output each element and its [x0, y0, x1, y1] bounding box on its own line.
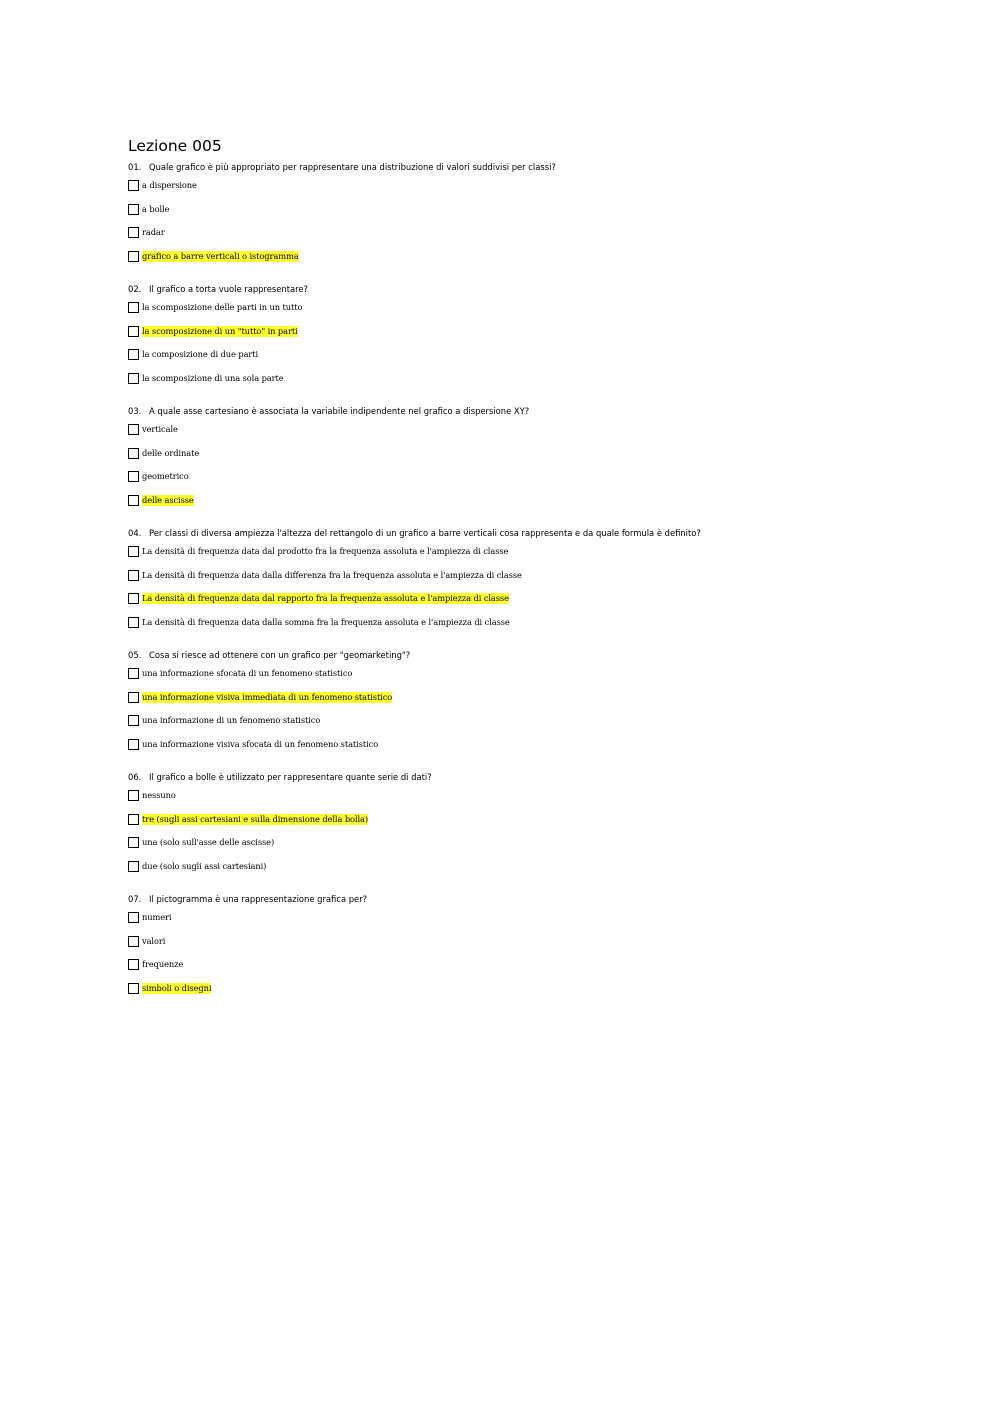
answer-option[interactable] — [128, 784, 888, 808]
answer-text: La densità di frequenza data dal prodotto fra la frequenza assoluta e l'ampiezza di classe — [142, 546, 509, 557]
answer-text: a bolle — [142, 203, 170, 214]
answer-option[interactable] — [128, 733, 888, 757]
question-block — [128, 649, 888, 756]
answer-checkbox[interactable] — [128, 471, 139, 482]
answer-option[interactable] — [128, 343, 888, 367]
answer-text: frequenze — [142, 959, 184, 970]
answer-option[interactable] — [128, 198, 888, 222]
question-label: A quale asse cartesiano è associata la variabile indipendente nel grafico a dispersione XY? — [149, 406, 530, 416]
answer-checkbox[interactable] — [128, 936, 139, 947]
question-number: 06. — [128, 772, 142, 782]
question-number: 02. — [128, 284, 142, 294]
question-number: 01. — [128, 162, 142, 172]
answer-checkbox[interactable] — [128, 251, 139, 262]
answer-checkbox[interactable] — [128, 692, 139, 703]
question-block — [128, 283, 888, 390]
answer-option[interactable] — [128, 930, 888, 954]
answer-checkbox[interactable] — [128, 349, 139, 360]
question-text — [128, 161, 888, 173]
question-number: 05. — [128, 650, 142, 660]
answer-text: delle ordinate — [142, 447, 200, 458]
answer-text: radar — [142, 227, 165, 238]
answer-option[interactable] — [128, 540, 888, 564]
question-label: Quale grafico è più appropriato per rappresentare una distribuzione di valori suddivisi per classi? — [149, 162, 556, 172]
answer-option[interactable] — [128, 709, 888, 733]
answer-text-highlighted: una informazione visiva immediata di un fenomeno statistico — [142, 691, 393, 702]
question-label: Per classi di diversa ampiezza l'altezza del rettangolo di un grafico a barre verticali cosa rappresenta e da quale formula è definito? — [149, 528, 701, 538]
answer-option[interactable] — [128, 587, 888, 611]
answer-text: la scomposizione di una sola parte — [142, 372, 284, 383]
answer-text: La densità di frequenza data dalla somma fra la frequenza assoluta e l'ampiezza di classe — [142, 616, 510, 627]
question-text — [128, 405, 888, 417]
answer-option[interactable] — [128, 245, 888, 269]
answer-checkbox[interactable] — [128, 570, 139, 581]
question-list — [128, 161, 888, 1000]
answer-option[interactable] — [128, 906, 888, 930]
answer-option[interactable] — [128, 489, 888, 513]
answer-text: una informazione di un fenomeno statistico — [142, 715, 321, 726]
answer-option[interactable] — [128, 808, 888, 832]
answer-option[interactable] — [128, 418, 888, 442]
question-block — [128, 771, 888, 878]
answer-checkbox[interactable] — [128, 424, 139, 435]
answer-option[interactable] — [128, 831, 888, 855]
answer-option[interactable] — [128, 662, 888, 686]
answer-option[interactable] — [128, 442, 888, 466]
answer-option[interactable] — [128, 296, 888, 320]
answer-checkbox[interactable] — [128, 861, 139, 872]
answer-option[interactable] — [128, 320, 888, 344]
answer-text-highlighted: la scomposizione di un "tutto" in parti — [142, 325, 298, 336]
answer-text-highlighted: grafico a barre verticali o istogramma — [142, 250, 299, 261]
question-label: Il grafico a torta vuole rappresentare? — [149, 284, 308, 294]
question-block — [128, 893, 888, 1000]
answer-checkbox[interactable] — [128, 593, 139, 604]
answer-text-highlighted: delle ascisse — [142, 494, 194, 505]
answer-text: una informazione sfocata di un fenomeno statistico — [142, 668, 353, 679]
answer-option[interactable] — [128, 174, 888, 198]
question-label: Cosa si riesce ad ottenere con un grafico per "geomarketing"? — [149, 650, 411, 660]
question-block — [128, 527, 888, 634]
answer-text: geometrico — [142, 471, 189, 482]
question-number: 07. — [128, 894, 142, 904]
answer-checkbox[interactable] — [128, 227, 139, 238]
question-label: Il pictogramma è una rappresentazione grafica per? — [149, 894, 368, 904]
answer-checkbox[interactable] — [128, 912, 139, 923]
answer-checkbox[interactable] — [128, 204, 139, 215]
answer-text: a dispersione — [142, 180, 197, 191]
answer-checkbox[interactable] — [128, 448, 139, 459]
answer-text: valori — [142, 935, 166, 946]
answer-text: due (solo sugli assi cartesiani) — [142, 860, 267, 871]
answer-checkbox[interactable] — [128, 180, 139, 191]
answer-option[interactable] — [128, 465, 888, 489]
question-number: 03. — [128, 406, 142, 416]
answer-checkbox[interactable] — [128, 814, 139, 825]
question-text — [128, 527, 888, 539]
answer-option[interactable] — [128, 564, 888, 588]
question-block — [128, 405, 888, 512]
answer-text-highlighted: La densità di frequenza data dal rapporto fra la frequenza assoluta e l'ampiezza di classe — [142, 593, 509, 604]
answer-text-highlighted: simboli o disegni — [142, 982, 212, 993]
answer-checkbox[interactable] — [128, 959, 139, 970]
answer-option[interactable] — [128, 367, 888, 391]
question-text — [128, 771, 888, 783]
answer-option[interactable] — [128, 855, 888, 879]
answer-text: la composizione di due parti — [142, 349, 259, 360]
answer-text: la scomposizione delle parti in un tutto — [142, 302, 303, 313]
answer-text-highlighted: tre (sugli assi cartesiani e sulla dimensione della bolla) — [142, 813, 369, 824]
answer-checkbox[interactable] — [128, 546, 139, 557]
page-title: Lezione 005 — [128, 137, 222, 155]
question-block — [128, 161, 888, 268]
answer-checkbox[interactable] — [128, 302, 139, 313]
question-text — [128, 893, 888, 905]
answer-checkbox[interactable] — [128, 617, 139, 628]
answer-checkbox[interactable] — [128, 495, 139, 506]
question-text — [128, 283, 888, 295]
answer-text: La densità di frequenza data dalla differenza fra la frequenza assoluta e l'ampiezza di classe — [142, 569, 522, 580]
answer-checkbox[interactable] — [128, 739, 139, 750]
question-text — [128, 649, 888, 661]
question-label: Il grafico a bolle è utilizzato per rappresentare quante serie di dati? — [149, 772, 432, 782]
answer-checkbox[interactable] — [128, 715, 139, 726]
answer-checkbox[interactable] — [128, 837, 139, 848]
answer-checkbox[interactable] — [128, 983, 139, 994]
answer-text: verticale — [142, 424, 178, 435]
answer-option[interactable] — [128, 611, 888, 635]
answer-text: nessuno — [142, 790, 176, 801]
answer-checkbox[interactable] — [128, 326, 139, 337]
answer-option[interactable] — [128, 953, 888, 977]
quiz-page — [128, 136, 888, 1015]
answer-checkbox[interactable] — [128, 668, 139, 679]
answer-text: una (solo sull'asse delle ascisse) — [142, 837, 275, 848]
answer-text: numeri — [142, 912, 172, 923]
question-number: 04. — [128, 528, 142, 538]
answer-option[interactable] — [128, 977, 888, 1001]
answer-option[interactable] — [128, 221, 888, 245]
answer-checkbox[interactable] — [128, 790, 139, 801]
answer-option[interactable] — [128, 686, 888, 710]
answer-checkbox[interactable] — [128, 373, 139, 384]
answer-text: una informazione visiva sfocata di un fenomeno statistico — [142, 738, 379, 749]
